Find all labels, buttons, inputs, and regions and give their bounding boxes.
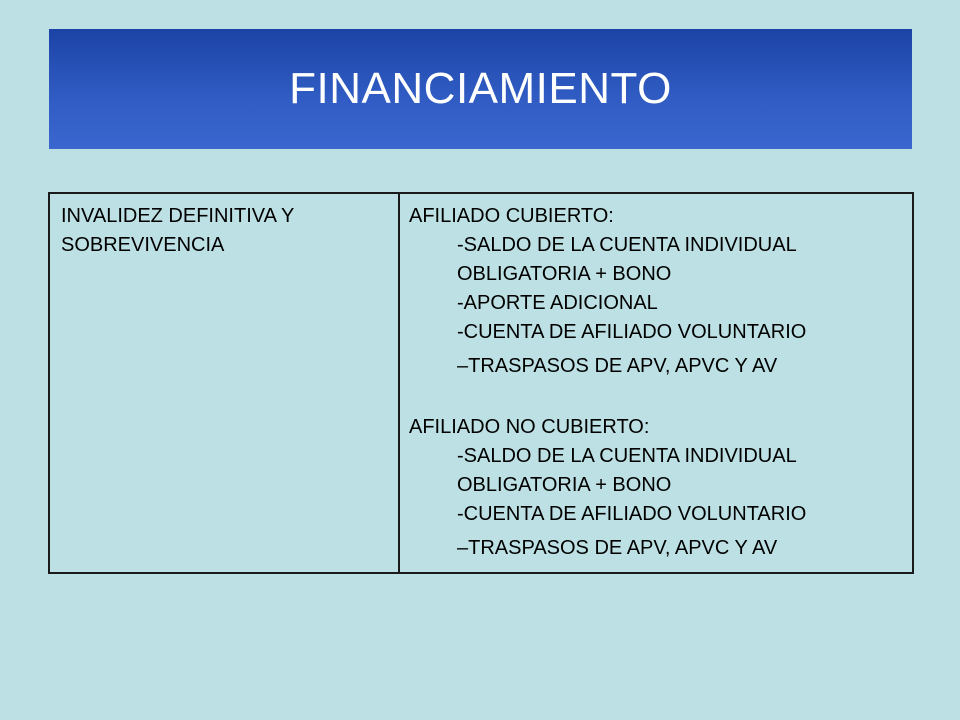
list-item: -CUENTA DE AFILIADO VOLUNTARIO [457,503,807,525]
block-heading-cubierto: AFILIADO CUBIERTO: [409,205,614,227]
block-heading-no-cubierto: AFILIADO NO CUBIERTO: [409,416,650,438]
list-item: -SALDO DE LA CUENTA INDIVIDUAL OBLIGATORIA + BONO [457,445,796,496]
title-banner [49,29,912,149]
right-cell [399,193,913,573]
content-table [48,192,914,574]
list-item: -CUENTA DE AFILIADO VOLUNTARIO [457,321,807,343]
table-row [49,193,913,573]
left-cell [49,193,399,573]
list-item: –TRASPASOS DE APV, APVC Y AV [457,355,778,377]
list-item: -APORTE ADICIONAL [457,292,658,314]
slide-title: FINANCIAMIENTO [289,64,672,113]
block-spacer [409,381,906,413]
list-item: -SALDO DE LA CUENTA INDIVIDUAL OBLIGATORIA + BONO [457,234,796,285]
left-cell-text: INVALIDEZ DEFINITIVA Y SOBREVIVENCIA [61,205,295,256]
list-item: –TRASPASOS DE APV, APVC Y AV [457,537,778,559]
